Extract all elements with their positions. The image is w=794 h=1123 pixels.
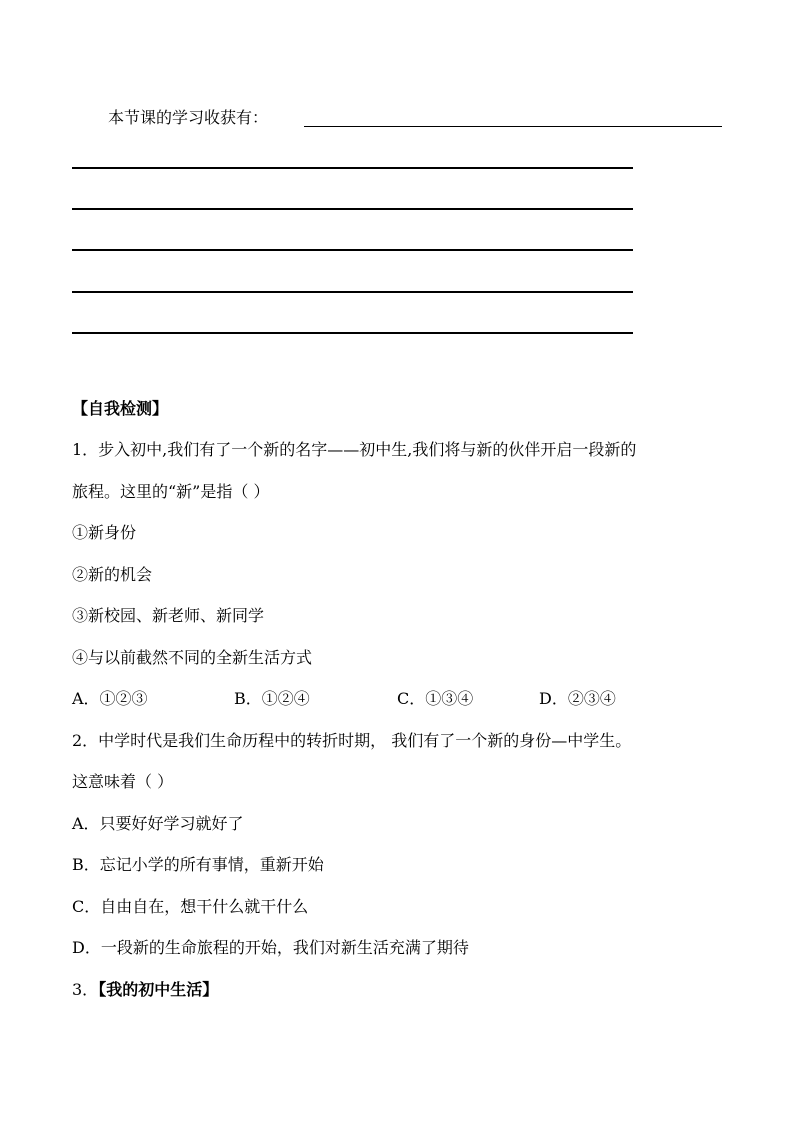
learning-gains-label: 本节课的学习收获有： xyxy=(108,108,269,127)
q1-option-b[interactable]: B．①②④ xyxy=(234,689,310,708)
q2-option-a[interactable]: A．只要好好学习就好了 xyxy=(72,814,244,833)
q1-item-1: ①新身份 xyxy=(72,523,137,542)
q1-stem-line1: 1．步入初中,我们有了一个新的名字——初中生,我们将与新的伙伴开启一段新的 xyxy=(72,440,637,459)
section-title: 【自我检测】 xyxy=(72,399,169,418)
q2-option-b[interactable]: B．忘记小学的所有事情，重新开始 xyxy=(72,855,324,874)
q1-option-d[interactable]: D．②③④ xyxy=(539,689,616,708)
q2-option-c[interactable]: C．自由自在，想干什么就干什么 xyxy=(72,897,309,916)
answer-line-1[interactable] xyxy=(72,167,633,169)
q1-stem-line2: 旅程。这里的“新”是指（ ） xyxy=(72,482,270,501)
answer-line-2[interactable] xyxy=(72,208,633,210)
q1-option-c[interactable]: C．①③④ xyxy=(397,689,474,708)
answer-line-4[interactable] xyxy=(72,291,633,293)
learning-gains-blank[interactable] xyxy=(304,126,722,127)
q2-stem-line1: 2．中学时代是我们生命历程中的转折时期， 我们有了一个新的身份—中学生。 xyxy=(72,731,632,750)
q3-number: 3． xyxy=(72,980,99,999)
q3-heading xyxy=(72,978,218,1002)
q3-title: 【我的初中生活】 xyxy=(98,980,219,999)
answer-line-3[interactable] xyxy=(72,249,633,251)
q1-option-a[interactable]: A．①②③ xyxy=(72,689,148,708)
q2-option-d[interactable]: D．一段新的生命旅程的开始，我们对新生活充满了期待 xyxy=(72,938,469,957)
q1-item-3: ③新校园、新老师、新同学 xyxy=(72,606,265,625)
q2-stem-line2: 这意味着（ ） xyxy=(72,772,174,791)
q1-item-4: ④与以前截然不同的全新生活方式 xyxy=(72,648,313,667)
answer-line-5[interactable] xyxy=(72,332,633,334)
q1-item-2: ②新的机会 xyxy=(72,565,153,584)
